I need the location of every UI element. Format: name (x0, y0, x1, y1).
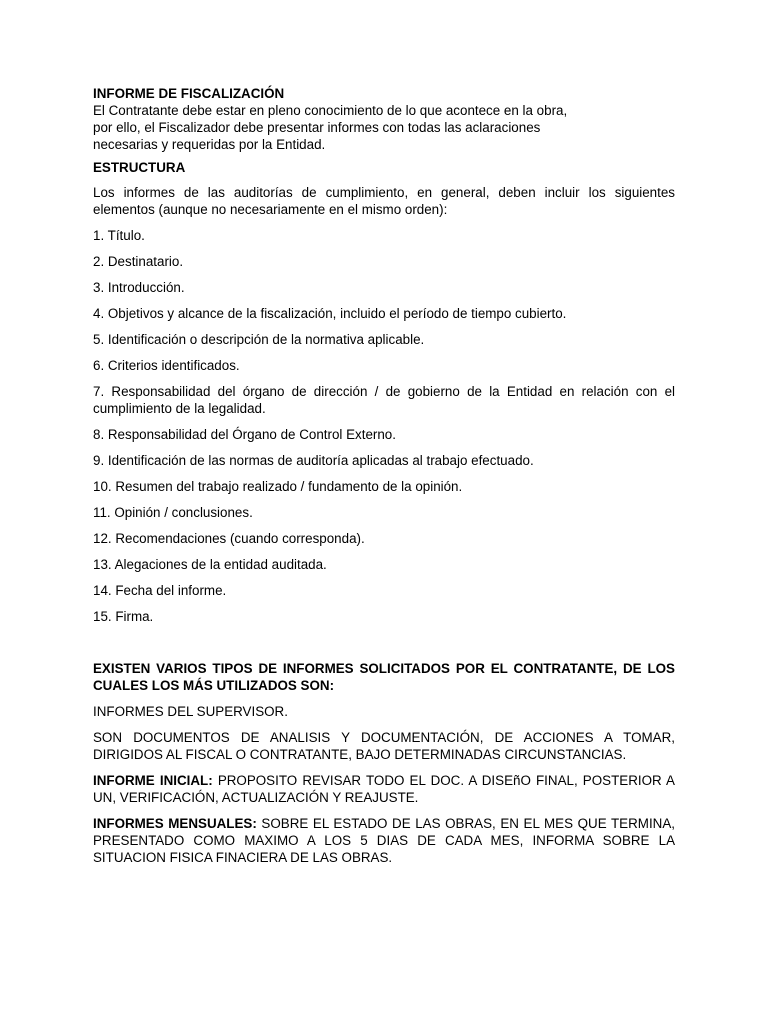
supervisor-reports-text: SON DOCUMENTOS DE ANALISIS Y DOCUMENTACIÓN, DE ACCIONES A TOMAR, DIRIGIDOS AL FISCAL O CONTRATANTE, BAJO DETERMINADAS CIRCUNSTANCIAS. (93, 730, 675, 762)
initial-report-paragraph (93, 772, 675, 806)
monthly-reports-label: INFORMES MENSUALES: (93, 816, 257, 831)
monthly-reports-text: SOBRE EL ESTADO DE LAS OBRAS, EN EL MES QUE TERMINA, PRESENTADO COMO MAXIMO A LOS 5 DIAS DE CADA MES, INFORMA SOBRE LA SITUACION FISICA FINACIERA DE LAS OBRAS. (93, 816, 675, 865)
document-title: INFORME DE FISCALIZACIÓN (93, 86, 285, 101)
report-types-heading: EXISTEN VARIOS TIPOS DE INFORMES SOLICITADOS POR EL CONTRATANTE, DE LOS CUALES LOS MÁS UTILIZADOS SON: (93, 661, 675, 693)
intro-paragraph: El Contratante debe estar en pleno conocimiento de lo que acontece en la obra, por ello, el Fiscalizador debe presentar informes con todas las aclaraciones necesarias y requeridas por la Entidad. (93, 103, 568, 152)
list-item: 11. Opinión / conclusiones. (93, 505, 253, 520)
list-item: 6. Criterios identificados. (93, 358, 240, 373)
list-item: 8. Responsabilidad del Órgano de Control Externo. (93, 427, 396, 442)
structure-intro: Los informes de las auditorías de cumplimiento, en general, deben incluir los siguientes elementos (aunque no necesariamente en el mismo orden): (93, 185, 675, 217)
supervisor-reports-label: INFORMES DEL SUPERVISOR. (93, 704, 288, 719)
document-body (93, 85, 675, 866)
list-item: 10. Resumen del trabajo realizado / fundamento de la opinión. (93, 479, 463, 494)
list-item: 3. Introducción. (93, 280, 185, 295)
list-item: 1. Título. (93, 228, 145, 243)
list-item: 13. Alegaciones de la entidad auditada. (93, 557, 327, 572)
list-item: 4. Objetivos y alcance de la fiscalización, incluido el período de tiempo cubierto. (93, 306, 567, 321)
structure-list (93, 227, 675, 625)
structure-heading: ESTRUCTURA (93, 160, 186, 175)
list-item: 7. Responsabilidad del órgano de dirección / de gobierno de la Entidad en relación con el cumplimiento de la legalidad. (93, 384, 675, 416)
list-item: 5. Identificación o descripción de la normativa aplicable. (93, 332, 425, 347)
list-item: 2. Destinatario. (93, 254, 184, 269)
list-item: 14. Fecha del informe. (93, 583, 227, 598)
initial-report-text: PROPOSITO REVISAR TODO EL DOC. A DISEñO FINAL, POSTERIOR A UN, VERIFICACIÓN, ACTUALIZACIÓN Y REAJUSTE. (93, 773, 675, 805)
list-item: 9. Identificación de las normas de auditoría aplicadas al trabajo efectuado. (93, 453, 534, 468)
monthly-reports-paragraph (93, 815, 675, 866)
initial-report-label: INFORME INICIAL: (93, 773, 213, 788)
list-item: 15. Firma. (93, 609, 154, 624)
list-item: 12. Recomendaciones (cuando corresponda). (93, 531, 365, 546)
